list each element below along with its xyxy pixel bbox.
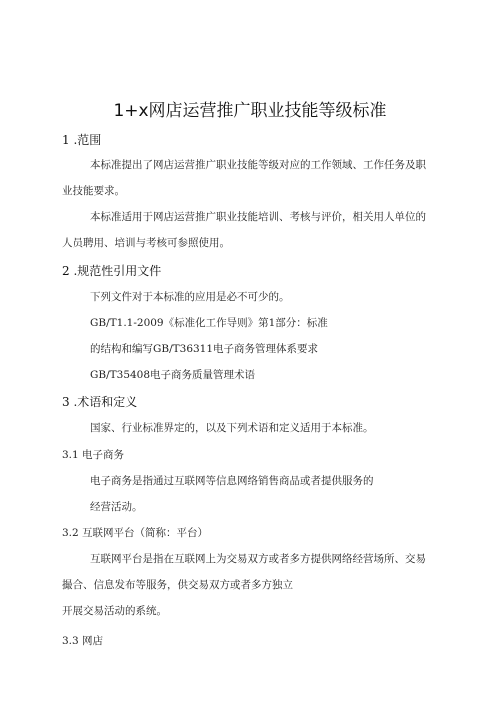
section-3-heading: 3 .术语和定义 (62, 395, 138, 409)
term-3-2-line-3: 开展交易活动的系统。 (62, 605, 167, 617)
section-1-paragraph-2-line-2: 人员聘用、培训与考核可参照使用。 (62, 237, 230, 249)
section-2-paragraph-1: 下列文件对于本标准的应用是必不可少的。 (90, 291, 290, 303)
term-3-2-line-1: 互联网平台是指在互联网上为交易双方或者多方提供网络经营场所、交易 (90, 553, 426, 565)
section-2-reference-1: GB/T1.1-2009《标准化工作导则》第1部分：标准 (90, 317, 328, 329)
section-2-reference-3: GB/T35408电子商务质量管理术语 (90, 369, 256, 381)
term-3-1-line-1: 电子商务是指通过互联网等信息网络销售商品或者提供服务的 (90, 475, 374, 487)
term-3-2-line-2: 撮合、信息发布等服务，供交易双方或者多方独立 (62, 579, 293, 591)
term-3-1-line-2: 经营活动。 (90, 501, 143, 513)
section-2-reference-2: 的结构和编写GB/T36311电子商务管理体系要求 (90, 343, 319, 355)
document-title: 1+x网店运营推广职业技能等级标准 (113, 101, 387, 121)
term-3-1-heading: 3.1 电子商务 (62, 449, 125, 461)
term-3-3-heading: 3.3 网店 (62, 635, 104, 647)
term-3-2-heading: 3.2 互联网平台（简称：平台） (62, 527, 209, 539)
section-2-heading: 2 .规范性引用文件 (62, 264, 162, 278)
section-1-paragraph-2-line-1: 本标准适用于网店运营推广职业技能培训、考核与评价，相关用人单位的 (90, 211, 426, 223)
section-1-heading: 1 .范围 (62, 133, 102, 147)
section-1-paragraph-1-line-1: 本标准提出了网店运营推广职业技能等级对应的工作领域、工作任务及职 (90, 159, 426, 171)
section-3-paragraph-1: 国家、行业标准界定的，以及下列术语和定义适用于本标准。 (90, 422, 374, 434)
section-1-paragraph-1-line-2: 业技能要求。 (62, 185, 125, 197)
